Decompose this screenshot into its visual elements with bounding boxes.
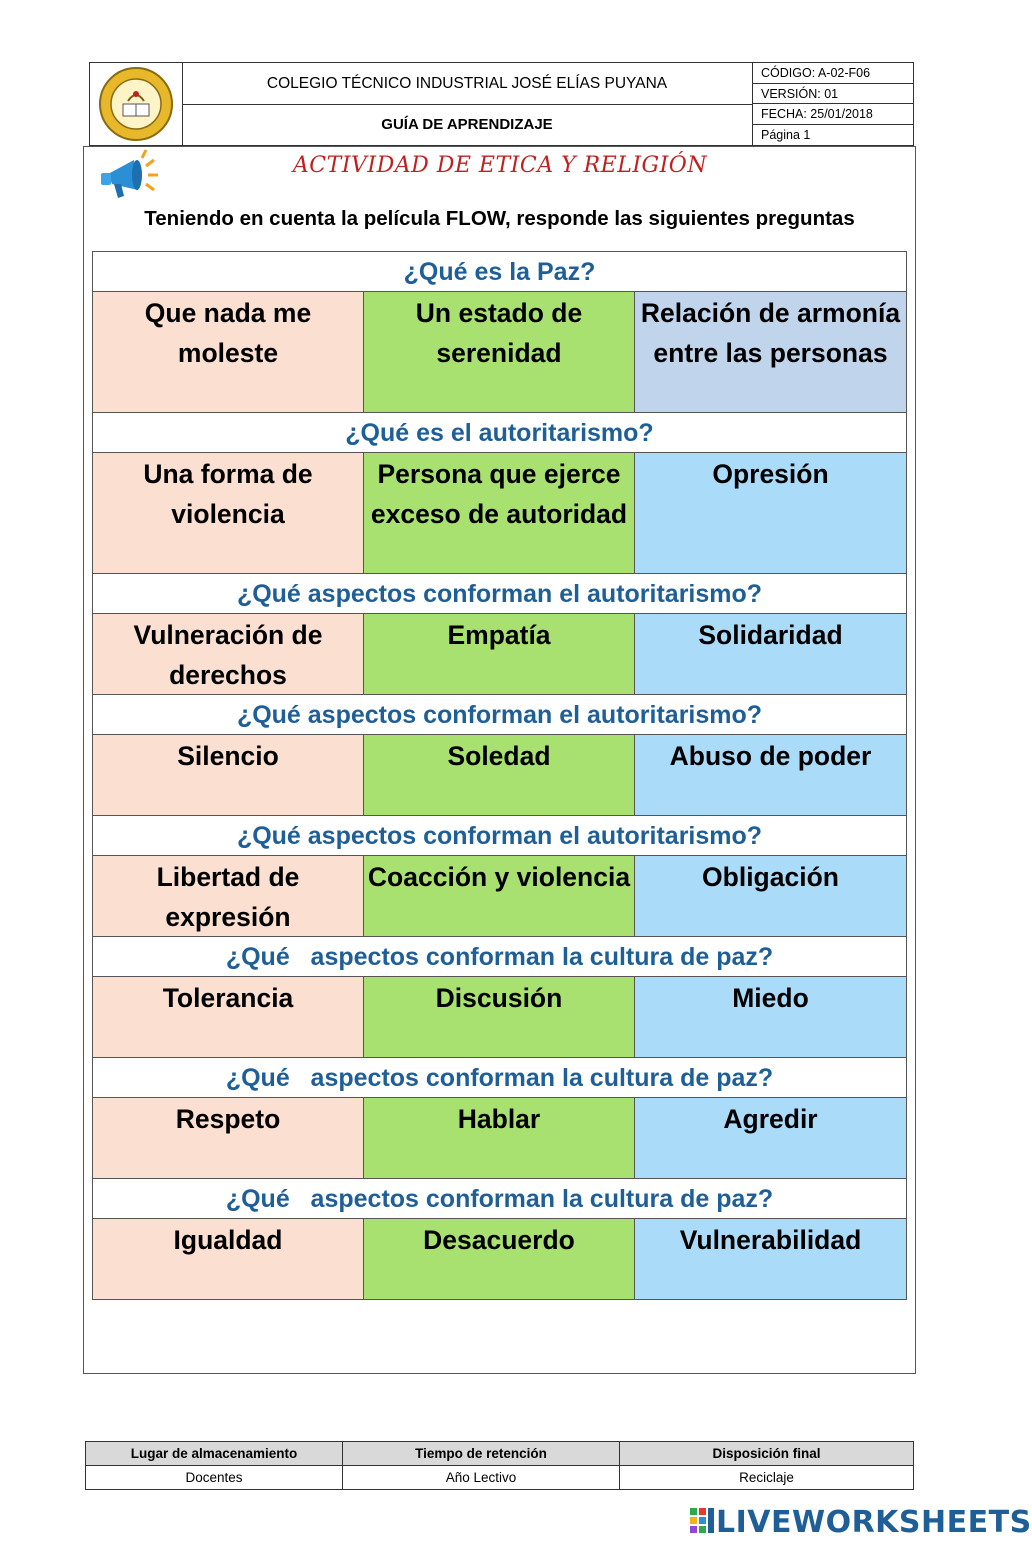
document-version: VERSIÓN: 01: [753, 84, 914, 105]
retention-table-row: [86, 1466, 914, 1490]
megaphone-icon: [98, 146, 164, 206]
answer-option[interactable]: Libertad de expresión: [93, 856, 364, 936]
question-grid: [92, 251, 907, 1300]
question-title: ¿Qué es el autoritarismo?: [93, 413, 906, 453]
question-title: ¿Qué aspectos conforman el autoritarismo?: [93, 816, 906, 856]
answer-option[interactable]: Discusión: [364, 977, 635, 1057]
question-title: ¿Qué es la Paz?: [93, 252, 906, 292]
answer-option[interactable]: Una forma de violencia: [93, 453, 364, 573]
school-seal-icon: [98, 66, 174, 142]
answer-option[interactable]: Persona que ejerce exceso de autoridad: [364, 453, 635, 573]
question-title: ¿Qué aspectos conforman la cultura de paz?: [93, 1058, 906, 1098]
answer-row: [93, 292, 906, 413]
answer-option[interactable]: Hablar: [364, 1098, 635, 1178]
question-title: ¿Qué aspectos conforman la cultura de paz?: [93, 937, 906, 977]
document-meta: [752, 63, 914, 145]
activity-title: ACTIVIDAD DE ETICA Y RELIGIÓN: [292, 153, 708, 178]
answer-row: [93, 1098, 906, 1179]
activity-instruction: Teniendo en cuenta la película FLOW, responde las siguientes preguntas: [144, 207, 855, 230]
answer-option[interactable]: Un estado de serenidad: [364, 292, 635, 412]
answer-row: [93, 735, 906, 816]
answer-option[interactable]: Solidaridad: [635, 614, 906, 694]
retention-time-value: Año Lectivo: [343, 1466, 620, 1490]
brand-name: LIVEWORKSHEETS: [716, 1504, 1032, 1540]
liveworksheets-logo-icon: [690, 1508, 716, 1536]
answer-option[interactable]: Desacuerdo: [364, 1219, 635, 1299]
answer-option[interactable]: Opresión: [635, 453, 906, 573]
storage-location-header: Lugar de almacenamiento: [86, 1442, 343, 1466]
answer-option[interactable]: Relación de armonía entre las personas: [635, 292, 906, 412]
liveworksheets-brand: [690, 1505, 1032, 1539]
answer-option[interactable]: Soledad: [364, 735, 635, 815]
answer-option[interactable]: Empatía: [364, 614, 635, 694]
question-title: ¿Qué aspectos conforman el autoritarismo?: [93, 695, 906, 735]
document-header: [89, 62, 914, 146]
school-name: COLEGIO TÉCNICO INDUSTRIAL JOSÉ ELÍAS PUYANA: [182, 63, 752, 105]
answer-option[interactable]: Vulneración de derechos: [93, 614, 364, 694]
answer-option[interactable]: Igualdad: [93, 1219, 364, 1299]
school-logo: [90, 63, 183, 145]
answer-option[interactable]: Agredir: [635, 1098, 906, 1178]
document-code: CÓDIGO: A-02-F06: [753, 63, 914, 84]
question-title: ¿Qué aspectos conforman la cultura de paz?: [93, 1179, 906, 1219]
answer-option[interactable]: Coacción y violencia: [364, 856, 635, 936]
answer-option[interactable]: Obligación: [635, 856, 906, 936]
final-disposition-header: Disposición final: [620, 1442, 914, 1466]
answer-option[interactable]: Vulnerabilidad: [635, 1219, 906, 1299]
question-title: ¿Qué aspectos conforman el autoritarismo?: [93, 574, 906, 614]
retention-table: [85, 1441, 914, 1490]
document-date: FECHA: 25/01/2018: [753, 104, 914, 125]
answer-row: [93, 453, 906, 574]
retention-table-header: [86, 1442, 914, 1466]
answer-option[interactable]: Que nada me moleste: [93, 292, 364, 412]
answer-row: [93, 856, 906, 937]
answer-option[interactable]: Respeto: [93, 1098, 364, 1178]
answer-option[interactable]: Miedo: [635, 977, 906, 1057]
guide-title: GUÍA DE APRENDIZAJE: [381, 116, 553, 133]
answer-option[interactable]: Abuso de poder: [635, 735, 906, 815]
answer-row: [93, 977, 906, 1058]
answer-row: [93, 614, 906, 695]
storage-location-value: Docentes: [86, 1466, 343, 1490]
final-disposition-value: Reciclaje: [620, 1466, 914, 1490]
answer-option[interactable]: Silencio: [93, 735, 364, 815]
answer-option[interactable]: Tolerancia: [93, 977, 364, 1057]
answer-row: [93, 1219, 906, 1299]
document-page: Página 1: [761, 127, 811, 142]
retention-time-header: Tiempo de retención: [343, 1442, 620, 1466]
